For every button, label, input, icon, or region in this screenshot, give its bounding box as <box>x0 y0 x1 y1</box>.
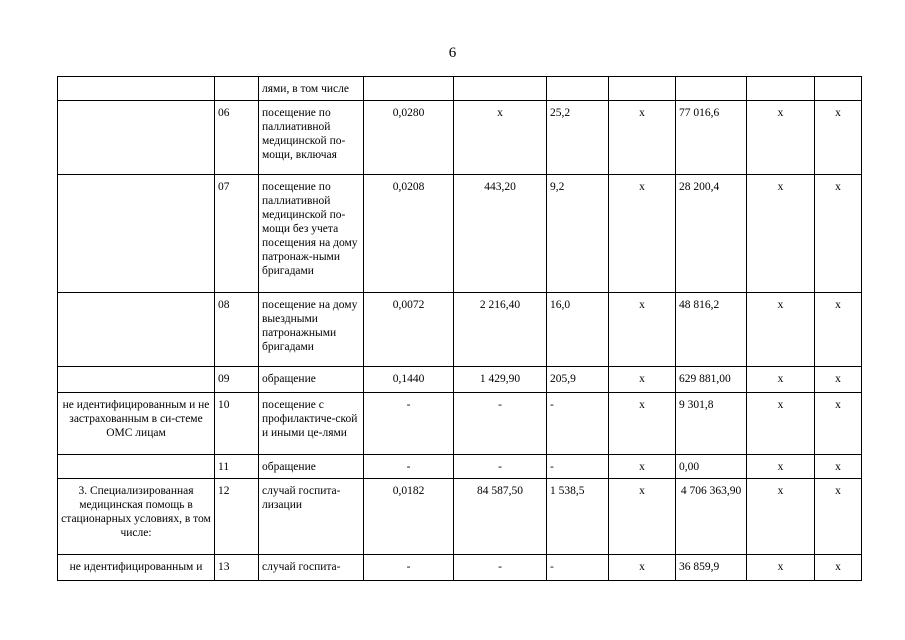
cell-v7: х <box>815 479 862 555</box>
table-row <box>58 367 862 393</box>
table-row <box>58 393 862 455</box>
cell-v5: 0,00 <box>676 455 747 479</box>
cell-v3: - <box>547 393 609 455</box>
cell-num: 10 <box>215 393 259 455</box>
cell-num: 11 <box>215 455 259 479</box>
cell-unit: лями, в том числе <box>259 77 364 101</box>
cell-v4: х <box>609 367 676 393</box>
table-row <box>58 555 862 581</box>
cell-name <box>58 175 215 293</box>
cell-v1: - <box>364 455 454 479</box>
cell-v5: 48 816,2 <box>676 293 747 367</box>
cell-unit: посещение на дому выездными патронажными бригадами <box>259 293 364 367</box>
cell-v5: 629 881,00 <box>676 367 747 393</box>
cell-unit: посещение по паллиативной медицинской по-мощи, включая <box>259 101 364 175</box>
cell-v5: 36 859,9 <box>676 555 747 581</box>
cell-v3: 9,2 <box>547 175 609 293</box>
cell-v5 <box>676 77 747 101</box>
cell-v6: х <box>747 293 815 367</box>
cell-v7: х <box>815 555 862 581</box>
cell-v5: 77 016,6 <box>676 101 747 175</box>
cell-v4: х <box>609 479 676 555</box>
cell-v2 <box>454 77 547 101</box>
cell-unit: обращение <box>259 455 364 479</box>
cell-v5: 4 706 363,90 <box>676 479 747 555</box>
cell-v7: х <box>815 175 862 293</box>
cell-v3: 205,9 <box>547 367 609 393</box>
cell-v2: - <box>454 555 547 581</box>
cell-v2: 1 429,90 <box>454 367 547 393</box>
cell-num: 06 <box>215 101 259 175</box>
cell-v2: 443,20 <box>454 175 547 293</box>
cell-v4: х <box>609 101 676 175</box>
cell-v3: 1 538,5 <box>547 479 609 555</box>
cell-v6: х <box>747 455 815 479</box>
cell-v6: х <box>747 393 815 455</box>
cell-v4: х <box>609 555 676 581</box>
cell-v3: - <box>547 555 609 581</box>
cell-unit: посещение с профилактиче-ской и иными це-лями <box>259 393 364 455</box>
cell-v3: 25,2 <box>547 101 609 175</box>
cell-unit: посещение по паллиативной медицинской по-мощи без учета посещения на дому патронаж-ными бригадами <box>259 175 364 293</box>
page-number: 6 <box>448 45 457 61</box>
cell-v6: х <box>747 175 815 293</box>
cell-v7: х <box>815 101 862 175</box>
cell-v1: 0,0182 <box>364 479 454 555</box>
cell-name: 3. Специализированная медицинская помощь в стационарных условиях, в том числе: <box>58 479 215 555</box>
table-row <box>58 455 862 479</box>
cell-num: 13 <box>215 555 259 581</box>
table-row <box>58 293 862 367</box>
cell-name <box>58 77 215 101</box>
cell-num <box>215 77 259 101</box>
table-row <box>58 175 862 293</box>
cell-v6: х <box>747 479 815 555</box>
cell-v7: х <box>815 393 862 455</box>
cell-v1: - <box>364 555 454 581</box>
cell-num: 09 <box>215 367 259 393</box>
table-row <box>58 77 862 101</box>
table-body <box>58 77 862 581</box>
cell-name <box>58 293 215 367</box>
table-row <box>58 479 862 555</box>
cell-v1: 0,0072 <box>364 293 454 367</box>
cell-v1: 0,1440 <box>364 367 454 393</box>
cell-v6 <box>747 77 815 101</box>
cell-name <box>58 367 215 393</box>
cell-unit: обращение <box>259 367 364 393</box>
cell-num: 07 <box>215 175 259 293</box>
cell-v4: х <box>609 455 676 479</box>
cell-v4 <box>609 77 676 101</box>
cell-unit: случай госпита- <box>259 555 364 581</box>
cell-v6: х <box>747 367 815 393</box>
cell-v3 <box>547 77 609 101</box>
table-row <box>58 101 862 175</box>
cell-name <box>58 101 215 175</box>
financing-table <box>57 76 862 581</box>
cell-name: не идентифицированным и <box>58 555 215 581</box>
cell-name: не идентифицированным и не застрахованным в си-стеме ОМС лицам <box>58 393 215 455</box>
cell-v2: - <box>454 393 547 455</box>
cell-v4: х <box>609 175 676 293</box>
cell-v5: 28 200,4 <box>676 175 747 293</box>
cell-v2: - <box>454 455 547 479</box>
cell-v1 <box>364 77 454 101</box>
cell-v4: х <box>609 393 676 455</box>
cell-name <box>58 455 215 479</box>
cell-v1: 0,0280 <box>364 101 454 175</box>
cell-v2: 84 587,50 <box>454 479 547 555</box>
cell-v6: х <box>747 101 815 175</box>
cell-v1: - <box>364 393 454 455</box>
cell-v7: х <box>815 455 862 479</box>
cell-num: 12 <box>215 479 259 555</box>
cell-v4: х <box>609 293 676 367</box>
cell-v1: 0,0208 <box>364 175 454 293</box>
cell-v2: х <box>454 101 547 175</box>
cell-num: 08 <box>215 293 259 367</box>
cell-v3: - <box>547 455 609 479</box>
cell-v3: 16,0 <box>547 293 609 367</box>
cell-unit: случай госпита-лизации <box>259 479 364 555</box>
cell-v7: х <box>815 293 862 367</box>
cell-v6: х <box>747 555 815 581</box>
cell-v5: 9 301,8 <box>676 393 747 455</box>
cell-v2: 2 216,40 <box>454 293 547 367</box>
cell-v7: х <box>815 367 862 393</box>
cell-v7 <box>815 77 862 101</box>
